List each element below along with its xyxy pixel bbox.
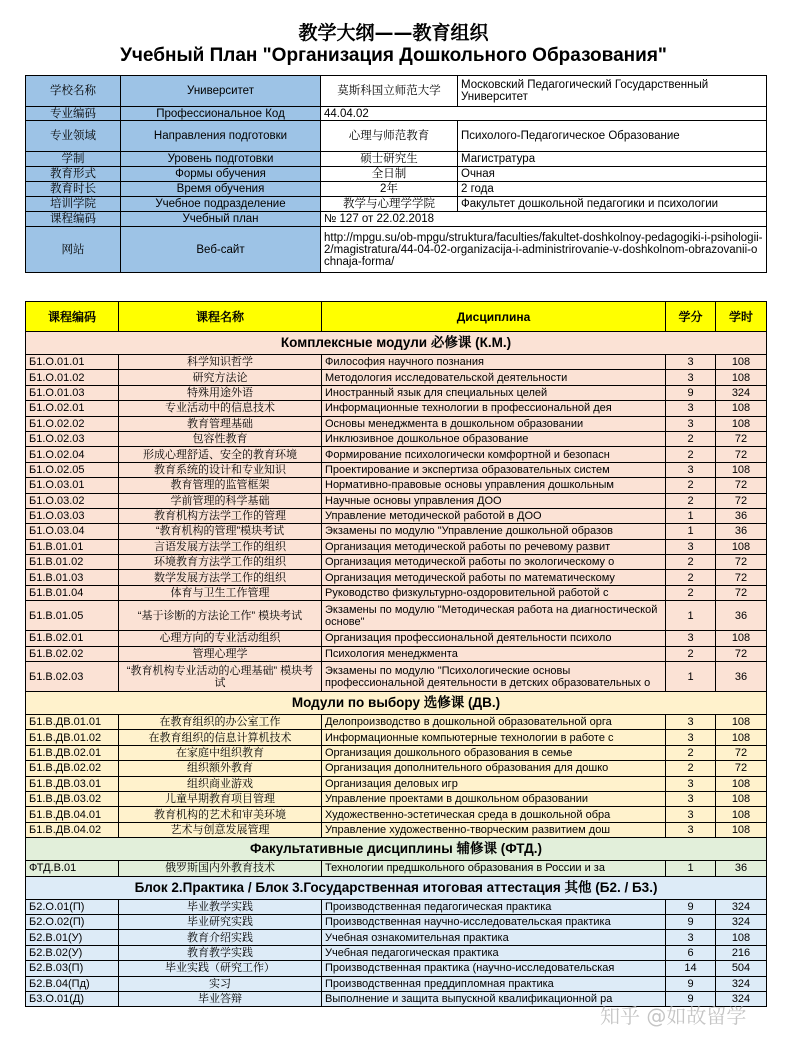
course-credits: 2 (666, 745, 716, 760)
course-code: Б2.О.02(П) (26, 914, 119, 929)
course-discipline: Организация профессиональной деятельности психоло (322, 631, 666, 646)
course-credits: 3 (666, 631, 716, 646)
course-code: Б1.В.ДВ.01.01 (26, 715, 119, 730)
course-name-cn: 研究方法论 (119, 370, 322, 385)
table-row (26, 715, 767, 730)
table-row (26, 945, 767, 960)
table-row (26, 524, 767, 539)
course-hours: 108 (716, 370, 767, 385)
section-title: Факультативные дисциплины 辅修课 (ФТД.) (26, 838, 767, 861)
info-value-cn: 全日制 (321, 167, 458, 182)
course-credits: 14 (666, 961, 716, 976)
info-label-cn: 课程编码 (26, 212, 121, 227)
course-discipline: Производственная научно-исследовательская практика (322, 914, 666, 929)
course-name-cn: 教育管理基础 (119, 416, 322, 431)
course-hours: 324 (716, 385, 767, 400)
table-row (26, 930, 767, 945)
course-hours: 108 (716, 462, 767, 477)
course-name-cn: 教育教学实践 (119, 945, 322, 960)
course-hours: 324 (716, 899, 767, 914)
course-discipline: Организация методической работы по математическому (322, 570, 666, 585)
course-code: Б1.В.ДВ.03.01 (26, 776, 119, 791)
course-credits: 3 (666, 807, 716, 822)
course-name-cn: 学前管理的科学基础 (119, 493, 322, 508)
header-credits: 学分 (666, 302, 716, 332)
course-name-cn: 组织额外教育 (119, 761, 322, 776)
info-label-cn: 专业领域 (26, 121, 121, 152)
course-hours: 72 (716, 646, 767, 661)
course-code: Б1.В.ДВ.03.02 (26, 791, 119, 806)
section-title: Блок 2.Практика / Блок 3.Государственная итоговая аттестация 其他 (Б2. / Б3.) (26, 876, 767, 899)
section-row (26, 876, 767, 899)
info-label-ru: Учебный план (121, 212, 321, 227)
course-code: Б1.В.ДВ.01.02 (26, 730, 119, 745)
course-discipline: Технологии предшкольного образования в России и за (322, 861, 666, 876)
table-row (26, 355, 767, 370)
course-credits: 9 (666, 385, 716, 400)
header-code: 课程编码 (26, 302, 119, 332)
course-credits: 3 (666, 462, 716, 477)
info-label-ru: Веб-сайт (121, 227, 321, 273)
course-credits: 3 (666, 930, 716, 945)
course-discipline: Психология менеджмента (322, 646, 666, 661)
course-name-cn: “教育机构专业活动的心理基础” 模块考试 (119, 662, 322, 692)
course-hours: 36 (716, 508, 767, 523)
course-discipline: Экзамены по модулю "Методическая работа на диагностической основе" (322, 601, 666, 631)
table-row (26, 822, 767, 837)
header-discipline: Дисциплина (322, 302, 666, 332)
course-name-cn: 在教育组织的办公室工作 (119, 715, 322, 730)
info-value-cn: 教学与心理学学院 (321, 197, 458, 212)
course-name-cn: “基于诊断的方法论工作” 模块考试 (119, 601, 322, 631)
course-discipline: Основы менеджмента в дошкольном образовании (322, 416, 666, 431)
table-row (26, 776, 767, 791)
section-row (26, 838, 767, 861)
course-hours: 108 (716, 401, 767, 416)
course-hours: 108 (716, 930, 767, 945)
table-row (26, 431, 767, 446)
program-info-table (25, 75, 767, 273)
course-name-cn: 教育机构的艺术和审美环境 (119, 807, 322, 822)
course-credits: 2 (666, 585, 716, 600)
course-credits: 3 (666, 370, 716, 385)
course-hours: 324 (716, 914, 767, 929)
course-discipline: Выполнение и защита выпускной квалификационной ра (322, 991, 666, 1006)
course-discipline: Управление методической работой в ДОО (322, 508, 666, 523)
course-credits: 1 (666, 524, 716, 539)
table-row (26, 447, 767, 462)
table-row (26, 791, 767, 806)
course-discipline: Управление проектами в дошкольном образовании (322, 791, 666, 806)
info-value-ru: Факультет дошкольной педагогики и психологии (458, 197, 767, 212)
course-code: Б2.В.04(Пд) (26, 976, 119, 991)
course-credits: 9 (666, 991, 716, 1006)
course-discipline: Организация деловых игр (322, 776, 666, 791)
course-hours: 108 (716, 730, 767, 745)
info-value-ru: Психолого-Педагогическое Образование (458, 121, 767, 152)
course-hours: 108 (716, 355, 767, 370)
info-value-ru: 2 года (458, 182, 767, 197)
course-name-cn: 组织商业游戏 (119, 776, 322, 791)
table-row (26, 730, 767, 745)
course-code: Б2.В.03(П) (26, 961, 119, 976)
course-name-cn: 实习 (119, 976, 322, 991)
table-row (26, 493, 767, 508)
info-label-cn: 教育时长 (26, 182, 121, 197)
course-name-cn: 数学发展方法学工作的组织 (119, 570, 322, 585)
course-code: ФТД.В.01 (26, 861, 119, 876)
course-code: Б1.В.01.04 (26, 585, 119, 600)
course-discipline: Проектирование и экспертиза образовательных систем (322, 462, 666, 477)
watermark: 知乎 @如故留学 (600, 1004, 747, 1028)
course-code: Б1.В.02.01 (26, 631, 119, 646)
course-credits: 1 (666, 861, 716, 876)
course-code: Б1.В.ДВ.04.02 (26, 822, 119, 837)
table-row (26, 462, 767, 477)
course-discipline: Иностранный язык для специальных целей (322, 385, 666, 400)
course-credits: 2 (666, 493, 716, 508)
course-credits: 3 (666, 416, 716, 431)
info-value-ru: Московский Педагогический Государственный Университет (458, 76, 767, 107)
course-hours: 108 (716, 539, 767, 554)
course-hours: 72 (716, 447, 767, 462)
course-credits: 1 (666, 601, 716, 631)
course-hours: 108 (716, 807, 767, 822)
page-title-russian: Учебный План "Организация Дошкольного Образования" (120, 45, 667, 66)
course-credits: 9 (666, 976, 716, 991)
course-name-cn: 形成心理舒适、安全的教育环境 (119, 447, 322, 462)
course-hours: 324 (716, 976, 767, 991)
table-row (26, 585, 767, 600)
info-label-cn: 专业编码 (26, 107, 121, 121)
info-value-ru: Магистратура (458, 152, 767, 167)
section-row (26, 332, 767, 355)
course-code: Б1.О.02.03 (26, 431, 119, 446)
course-discipline: Делопроизводство в дошкольной образовательной орга (322, 715, 666, 730)
course-credits: 1 (666, 662, 716, 692)
course-credits: 2 (666, 646, 716, 661)
course-hours: 36 (716, 524, 767, 539)
table-row (26, 401, 767, 416)
course-name-cn: 科学知识哲学 (119, 355, 322, 370)
info-value-cn: 心理与师范教育 (321, 121, 458, 152)
course-name-cn: 言语发展方法学工作的组织 (119, 539, 322, 554)
course-discipline: Руководство физкультурно-оздоровительной работой с (322, 585, 666, 600)
course-discipline: Инклюзивное дошкольное образование (322, 431, 666, 446)
course-code: Б1.В.01.05 (26, 601, 119, 631)
course-code: Б1.В.01.02 (26, 555, 119, 570)
course-hours: 72 (716, 570, 767, 585)
course-hours: 72 (716, 585, 767, 600)
course-name-cn: 艺术与创意发展管理 (119, 822, 322, 837)
course-discipline: Производственная преддипломная практика (322, 976, 666, 991)
course-credits: 2 (666, 570, 716, 585)
course-code: Б1.О.01.03 (26, 385, 119, 400)
course-code: Б1.О.01.01 (26, 355, 119, 370)
table-row (26, 646, 767, 661)
info-label-ru: Уровень подготовки (121, 152, 321, 167)
table-row (26, 662, 767, 692)
header-name: 课程名称 (119, 302, 322, 332)
course-code: Б1.В.02.02 (26, 646, 119, 661)
info-value-cn: 硕士研究生 (321, 152, 458, 167)
info-label-ru: Университет (121, 76, 321, 107)
course-name-cn: 管理心理学 (119, 646, 322, 661)
course-name-cn: 教育机构方法学工作的管理 (119, 508, 322, 523)
course-hours: 36 (716, 662, 767, 692)
info-label-cn: 网站 (26, 227, 121, 273)
course-credits: 3 (666, 776, 716, 791)
course-credits: 3 (666, 355, 716, 370)
course-code: Б1.В.ДВ.02.01 (26, 745, 119, 760)
table-row (26, 761, 767, 776)
course-discipline: Художественно-эстетическая среда в дошкольной обра (322, 807, 666, 822)
table-row (26, 914, 767, 929)
course-discipline: Организация дополнительного образования для дошко (322, 761, 666, 776)
course-hours: 324 (716, 991, 767, 1006)
course-credits: 3 (666, 715, 716, 730)
table-row (26, 961, 767, 976)
course-discipline: Организация методической работы по экологическому о (322, 555, 666, 570)
course-name-cn: 教育管理的监管框架 (119, 478, 322, 493)
section-title: Комплексные модули 必修课 (К.М.) (26, 332, 767, 355)
course-code: Б1.О.03.02 (26, 493, 119, 508)
course-hours: 72 (716, 555, 767, 570)
course-hours: 504 (716, 961, 767, 976)
course-hours: 108 (716, 631, 767, 646)
course-name-cn: 教育系统的设计和专业知识 (119, 462, 322, 477)
course-name-cn: 专业活动中的信息技术 (119, 401, 322, 416)
course-code: Б1.В.ДВ.02.02 (26, 761, 119, 776)
course-name-cn: 毕业实践（研究工作） (119, 961, 322, 976)
course-discipline: Учебная ознакомительная практика (322, 930, 666, 945)
course-name-cn: 在教育组织的信息计算机技术 (119, 730, 322, 745)
table-header-row (26, 302, 767, 332)
course-hours: 216 (716, 945, 767, 960)
course-name-cn: 在家庭中组织教育 (119, 745, 322, 760)
table-row (26, 899, 767, 914)
info-value: № 127 от 22.02.2018 (321, 212, 767, 227)
course-code: Б1.В.ДВ.04.01 (26, 807, 119, 822)
course-name-cn: 毕业答辩 (119, 991, 322, 1006)
info-label-cn: 教育形式 (26, 167, 121, 182)
course-credits: 2 (666, 431, 716, 446)
table-row (26, 601, 767, 631)
table-row (26, 807, 767, 822)
table-row (26, 478, 767, 493)
course-hours: 72 (716, 431, 767, 446)
course-code: Б1.О.02.04 (26, 447, 119, 462)
course-credits: 9 (666, 899, 716, 914)
course-code: Б1.О.02.01 (26, 401, 119, 416)
course-name-cn: 特殊用途外语 (119, 385, 322, 400)
course-code: Б1.О.03.03 (26, 508, 119, 523)
course-code: Б1.В.01.03 (26, 570, 119, 585)
course-name-cn: 儿童早期教育项目管理 (119, 791, 322, 806)
course-credits: 3 (666, 822, 716, 837)
course-credits: 3 (666, 730, 716, 745)
course-discipline: Формирование психологически комфортной и безопасн (322, 447, 666, 462)
course-name-cn: “教育机构的管理”模块考试 (119, 524, 322, 539)
header-hours: 学时 (716, 302, 767, 332)
course-credits: 3 (666, 791, 716, 806)
page-title-chinese: 教学大纲——教育组织 (298, 22, 489, 44)
table-row (26, 976, 767, 991)
info-value-cn: 莫斯科国立师范大学 (321, 76, 458, 107)
course-code: Б2.В.01(У) (26, 930, 119, 945)
table-row (26, 385, 767, 400)
section-row (26, 692, 767, 715)
course-code: Б2.В.02(У) (26, 945, 119, 960)
table-row (26, 631, 767, 646)
course-code: Б2.О.01(П) (26, 899, 119, 914)
course-discipline: Управление художественно-творческим развитием дош (322, 822, 666, 837)
info-label-cn: 学校名称 (26, 76, 121, 107)
course-code: Б3.О.01(Д) (26, 991, 119, 1006)
course-discipline: Организация методической работы по речевому развит (322, 539, 666, 554)
course-credits: 2 (666, 761, 716, 776)
info-label-ru: Учебное подразделение (121, 197, 321, 212)
course-code: Б1.О.03.04 (26, 524, 119, 539)
course-hours: 108 (716, 776, 767, 791)
course-hours: 72 (716, 478, 767, 493)
course-code: Б1.В.01.01 (26, 539, 119, 554)
course-code: Б1.О.02.02 (26, 416, 119, 431)
course-hours: 72 (716, 493, 767, 508)
course-name-cn: 环境教育方法学工作的组织 (119, 555, 322, 570)
course-name-cn: 俄罗斯国内外教育技术 (119, 861, 322, 876)
info-label-cn: 学制 (26, 152, 121, 167)
course-code: Б1.В.02.03 (26, 662, 119, 692)
course-code: Б1.О.01.02 (26, 370, 119, 385)
course-discipline: Производственная педагогическая практика (322, 899, 666, 914)
course-name-cn: 包容性教育 (119, 431, 322, 446)
course-name-cn: 毕业教学实践 (119, 899, 322, 914)
course-discipline: Информационные технологии в профессиональной дея (322, 401, 666, 416)
info-label-ru: Профессиональное Код (121, 107, 321, 121)
table-row (26, 570, 767, 585)
course-discipline: Философия научного познания (322, 355, 666, 370)
info-label-cn: 培训学院 (26, 197, 121, 212)
info-label-ru: Направления подготовки (121, 121, 321, 152)
table-row (26, 539, 767, 554)
course-discipline: Научные основы управления ДОО (322, 493, 666, 508)
course-credits: 2 (666, 447, 716, 462)
info-label-ru: Формы обучения (121, 167, 321, 182)
course-hours: 36 (716, 601, 767, 631)
course-hours: 108 (716, 416, 767, 431)
course-credits: 2 (666, 478, 716, 493)
course-name-cn: 体育与卫生工作管理 (119, 585, 322, 600)
course-credits: 1 (666, 508, 716, 523)
info-label-ru: Время обучения (121, 182, 321, 197)
course-name-cn: 教育介绍实践 (119, 930, 322, 945)
course-discipline: Учебная педагогическая практика (322, 945, 666, 960)
course-discipline: Экзамены по модулю "Психологические основы профессиональной деятельности в детских образовательных о (322, 662, 666, 692)
info-value-cn: 2年 (321, 182, 458, 197)
course-hours: 108 (716, 791, 767, 806)
website-link[interactable]: http://mpgu.su/ob-mpgu/struktura/faculties/fakultet-doshkolnoy-pedagogiki-i-psihologii-2/magistratura/44-04-02-organizacija-i-administrirovanie-v-doshkolnom-obrazovanii-ochnaja-forma/ (321, 227, 767, 273)
course-hours: 36 (716, 861, 767, 876)
section-title: Модули по выбору 选修课 (ДВ.) (26, 692, 767, 715)
course-code: Б1.О.02.05 (26, 462, 119, 477)
course-credits: 9 (666, 914, 716, 929)
table-row (26, 555, 767, 570)
table-row (26, 370, 767, 385)
course-discipline: Экзамены по модулю "Управление дошкольной образов (322, 524, 666, 539)
course-name-cn: 心理方向的专业活动组织 (119, 631, 322, 646)
course-credits: 3 (666, 401, 716, 416)
table-row (26, 416, 767, 431)
course-discipline: Производственная практика (научно-исследовательская (322, 961, 666, 976)
course-credits: 2 (666, 555, 716, 570)
info-value-ru: Очная (458, 167, 767, 182)
info-value: 44.04.02 (321, 107, 767, 121)
course-name-cn: 毕业研究实践 (119, 914, 322, 929)
course-credits: 3 (666, 539, 716, 554)
course-hours: 72 (716, 761, 767, 776)
course-discipline: Нормативно-правовые основы управления дошкольным (322, 478, 666, 493)
course-discipline: Информационные компьютерные технологии в работе с (322, 730, 666, 745)
table-row (26, 745, 767, 760)
courses-table (25, 301, 767, 1007)
course-code: Б1.О.03.01 (26, 478, 119, 493)
course-credits: 6 (666, 945, 716, 960)
table-row (26, 861, 767, 876)
table-row (26, 508, 767, 523)
course-discipline: Организация дошкольного образования в семье (322, 745, 666, 760)
course-hours: 108 (716, 822, 767, 837)
course-hours: 72 (716, 745, 767, 760)
course-discipline: Методология исследовательской деятельности (322, 370, 666, 385)
course-hours: 108 (716, 715, 767, 730)
